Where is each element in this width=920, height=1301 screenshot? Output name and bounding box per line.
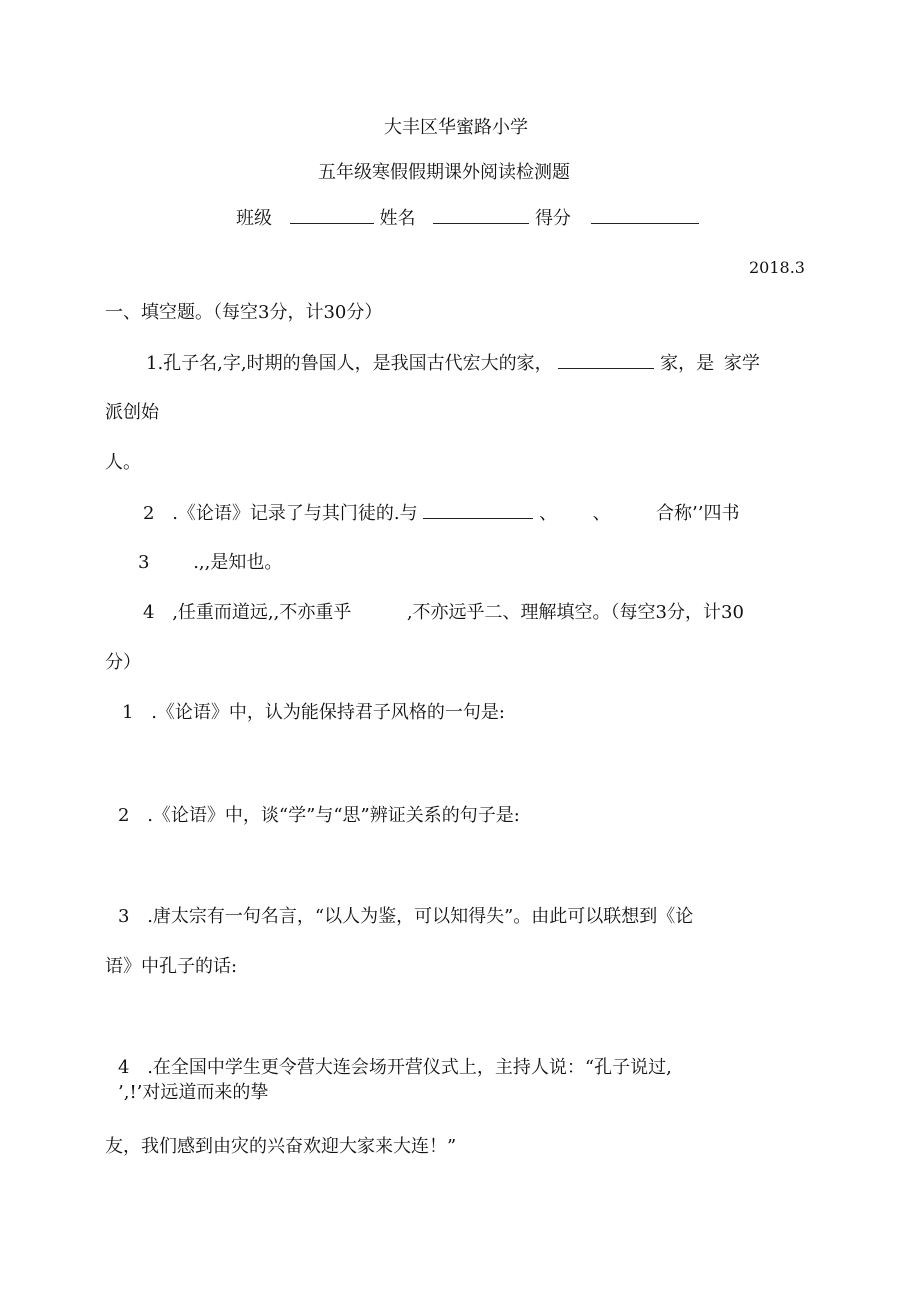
s1-q1-line3: 人。 — [105, 452, 141, 473]
section1-heading: 一、填空题。（每空3分，计30分） — [105, 302, 383, 323]
s2-q4-text-a: .在全国中学生更令营大连会场开营仪式上，主持人说：“孔子说过, — [147, 1057, 672, 1078]
s2-q3-line2: 语》中孔子的话: — [105, 956, 238, 977]
s1-q4-line — [143, 600, 744, 626]
school-name: 大丰区华蜜路小学 — [384, 117, 528, 138]
s1-q2-blank — [423, 500, 533, 519]
s2-q4-line — [118, 1055, 672, 1081]
s2-q3-line — [118, 904, 693, 930]
s1-q2-num: 2 — [143, 503, 155, 524]
s2-q4-num: 4 — [118, 1057, 130, 1078]
score-label: 得分 — [534, 208, 571, 229]
s1-q2-text-b: 合称’’四书 — [656, 503, 740, 524]
class-blank — [290, 205, 374, 224]
s1-q3-num: 3 — [138, 552, 150, 573]
s1-q3-line — [138, 550, 282, 576]
s2-q3-text-a: .唐太宗有一句名言，“以人为鉴，可以知得失”。由此可以联想到《论 — [147, 906, 694, 927]
class-label: 班级 — [236, 208, 272, 229]
s1-q2-line — [143, 500, 740, 527]
student-info-row — [236, 205, 699, 232]
name-label: 姓名 — [379, 208, 416, 229]
s1-q3-text: .,,是知也。 — [193, 552, 283, 573]
s1-q1-text-a: 1.孔子名,字,时期的鲁国人，是我国古代宏大的家， — [146, 353, 553, 374]
s1-q2-text-a: .《论语》记录了与其门徒的.与 — [172, 503, 418, 524]
s2-q2-text: .《论语》中，谈“学”与“思”辨证关系的句子是: — [147, 805, 520, 826]
s2-q3-num: 3 — [118, 906, 130, 927]
s2-q2-num: 2 — [118, 805, 130, 826]
s1-q1-line2: 派创始 — [105, 402, 159, 423]
date: 2018.3 — [749, 258, 805, 277]
name-blank — [433, 205, 529, 224]
s1-q2-sep1: 、 — [539, 503, 558, 524]
s2-q4-line3: 友，我们感到由灾的兴奋欢迎大家来大连！” — [105, 1136, 457, 1157]
s1-q4-text-b: ,不亦远乎二、理解填空。（每空3分，计30 — [406, 602, 744, 623]
s1-q1-text-b: 家，是 — [660, 353, 715, 374]
s1-q1-text-c: 家学 — [723, 353, 760, 374]
s2-q1-num: 1 — [122, 702, 134, 723]
s2-q4-line2: ’,!’对远道而来的挚 — [118, 1082, 269, 1103]
s1-q1-blank — [558, 350, 654, 369]
s2-q1-text: .《论语》中，认为能保持君子风格的一句是: — [151, 702, 505, 723]
s2-q1-line — [122, 700, 505, 726]
s1-q4-line2: 分） — [105, 652, 141, 673]
s1-q4-num: 4 — [143, 602, 155, 623]
s2-q2-line — [118, 803, 520, 829]
s1-q2-sep2: 、 — [592, 503, 611, 524]
s1-q4-text-a: ,任重而道远,,不亦重乎 — [172, 602, 352, 623]
worksheet-title: 五年级寒假假期课外阅读检测题 — [318, 162, 570, 183]
score-blank — [591, 205, 699, 224]
s1-q1-line1 — [146, 350, 760, 377]
